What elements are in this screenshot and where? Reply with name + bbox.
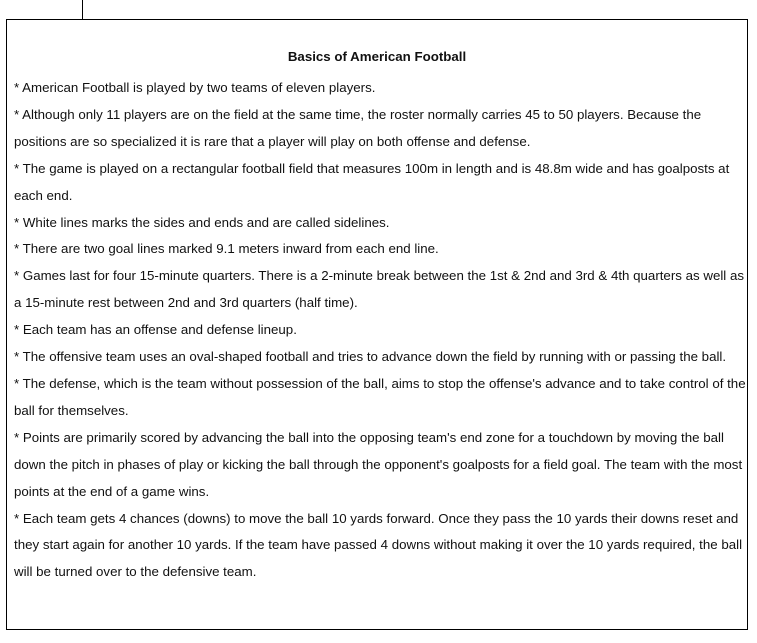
document-title: Basics of American Football: [287, 49, 467, 64]
paragraph-field: * The game is played on a rectangular football field that measures 100m in length and is 48.8m wide and has goalposts at each end.: [14, 160, 730, 203]
document-text-box[interactable]: [6, 19, 748, 630]
paragraph-downs: * Each team gets 4 chances (downs) to move the ball 10 yards forward. Once they pass the 10 yards their downs reset and they start again for another 10 yards. If the team have passed 4 downs without making it over the 10 yards required, the ball will be turned over to the defensive team.: [14, 510, 743, 580]
paragraph-lineup: * Each team has an offense and defense lineup.: [14, 322, 297, 338]
text-cursor-line: [82, 0, 83, 19]
paragraph-team-size: * American Football is played by two teams of eleven players.: [14, 80, 376, 95]
paragraph-game-duration: * Games last for four 15-minute quarters. There is a 2-minute break between the 1st & 2nd and 3rd & 4th quarters as well as a 15-minute rest between 2nd and 3rd quarters (half time).: [14, 268, 744, 311]
paragraph-sidelines: * White lines marks the sides and ends and are called sidelines.: [14, 214, 390, 230]
paragraph-offense: * The offensive team uses an oval-shaped football and tries to advance down the field by running with or passing the ball.: [14, 349, 727, 365]
paragraph-goal-lines: * There are two goal lines marked 9.1 meters inward from each end line.: [14, 241, 439, 257]
paragraph-roster: * Although only 11 players are on the field at the same time, the roster normally carries 45 to 50 players. Because the positions are so specialized it is rare that a player will play on both offense and defense.: [14, 106, 702, 149]
document-body: [14, 75, 747, 586]
paragraph-defense: * The defense, which is the team without possession of the ball, aims to stop the offense's advance and to take control of the ball for themselves.: [14, 375, 746, 418]
paragraph-scoring: * Points are primarily scored by advancing the ball into the opposing team's end zone for a touchdown by moving the ball down the pitch in phases of play or kicking the ball through the opponent's goalposts for a field goal. The team with the most points at the end of a game wins.: [14, 429, 743, 499]
